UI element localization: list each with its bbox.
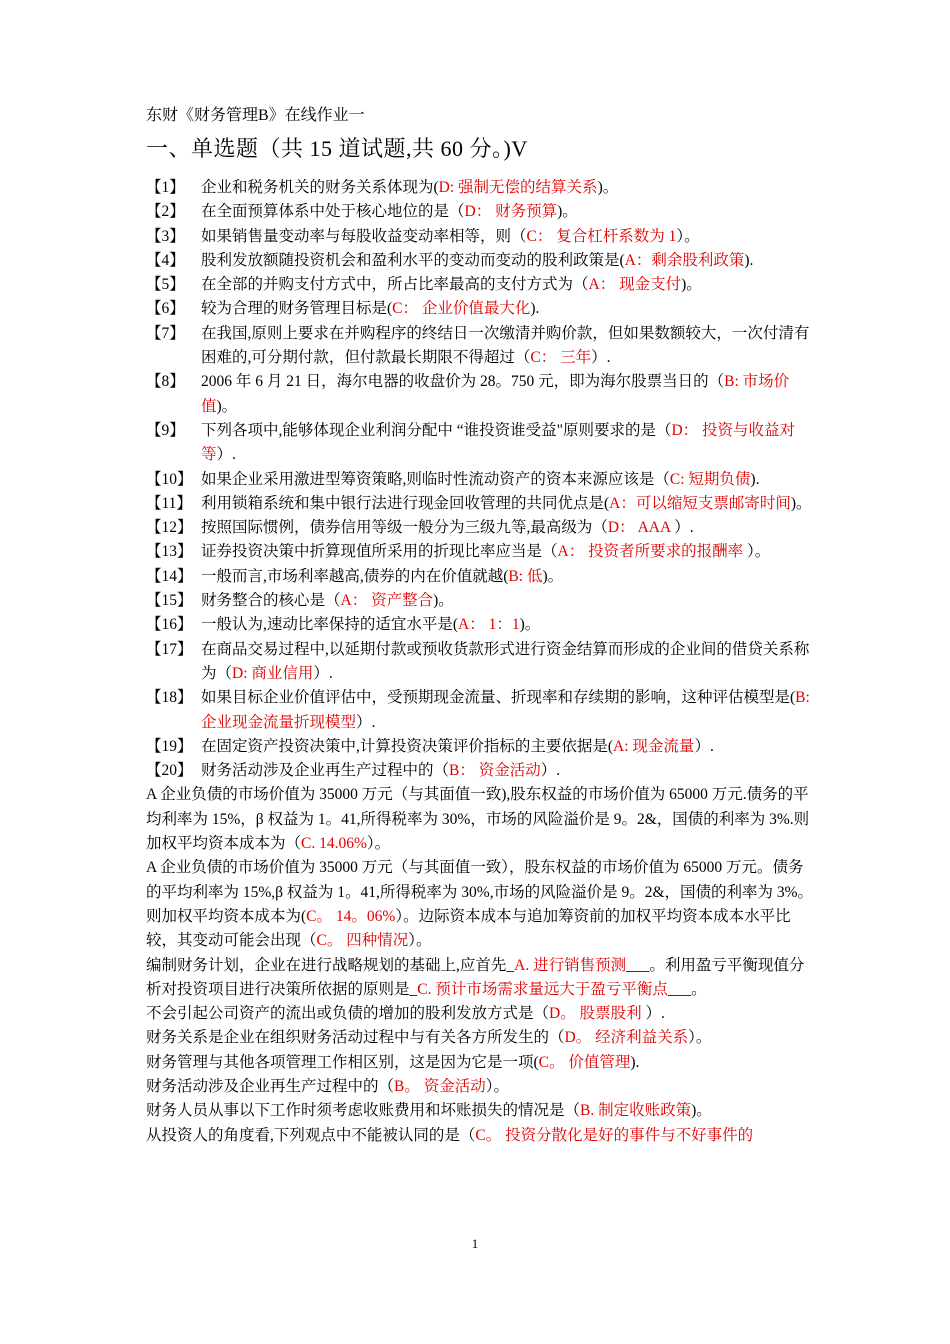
question-item <box>146 273 816 297</box>
paragraph-text: ）。 <box>688 1029 712 1047</box>
question-closing: )。 <box>597 179 619 196</box>
question-stem: 下列各项中,能够体现企业利润分配中 “谁投资谁受益"原则要求的是（ <box>201 421 672 439</box>
answer-text: C： 企业价值最大化 <box>392 300 531 318</box>
question-stem: 在我国,原则上要求在并购程序的终结日一次缴清并购价款，但如果数额较大，一次付清有困难的,可分期付款，但付款最长期限不得超过（ <box>201 324 810 367</box>
question-text <box>201 419 816 468</box>
answer-text: B： 资金活动 <box>449 762 541 780</box>
question-text <box>201 589 816 613</box>
question-stem: 按照国际惯例，债券信用等级一般分为三级九等,最高级为（ <box>201 519 608 537</box>
answer-text: B. 制定收账政策 <box>580 1102 692 1120</box>
question-closing: ）. <box>216 446 236 464</box>
question-item <box>146 565 816 589</box>
paragraph-text: A 企业负债的市场价值为 35000 万元（与其面值一致），股东权益的市场价值为 65000 万元。债务的平均利率为 15%,β 权益为 1。41,所得税率为 30%,市场的风险溢价是 9。2&，国债的利率为 3%。则加权平均资本成本为( <box>146 859 814 925</box>
page-number: 1 <box>471 1236 479 1251</box>
question-text <box>201 686 816 735</box>
question-closing: ). <box>744 251 754 269</box>
question-number: 【1】 <box>146 179 185 196</box>
paragraph-text: ）。 <box>366 835 391 853</box>
question-text <box>201 225 816 249</box>
question-closing: ). <box>750 470 760 488</box>
question-stem: 在全面预算体系中处于核心地位的是（ <box>201 203 465 221</box>
question-item <box>146 540 816 564</box>
question-paragraph <box>146 1075 816 1099</box>
answer-text: D： 财务预算 <box>464 203 558 221</box>
section-heading: 一、单选题（共 15 道试题,共 60 分。)V <box>146 136 528 161</box>
question-text <box>201 759 816 783</box>
paragraph-text: ）。 <box>408 932 432 950</box>
answer-text: C。 四种情况 <box>316 932 409 950</box>
question-number: 【3】 <box>146 227 185 245</box>
question-item <box>146 419 816 468</box>
question-stem: 如果销售量变动率与每股收益变动率相等，则（ <box>201 227 527 245</box>
question-number: 【20】 <box>146 762 193 780</box>
question-number: 【17】 <box>146 640 193 658</box>
question-item <box>146 613 816 637</box>
question-stem: 较为合理的财务管理目标是( <box>201 300 393 318</box>
question-number: 【13】 <box>146 543 193 561</box>
answer-text: D： 投资与收益对等 <box>201 421 796 464</box>
question-number: 【6】 <box>146 300 185 318</box>
question-stem: 利用锁箱系统和集中银行法进行现金回收管理的共同优点是( <box>201 494 610 512</box>
question-paragraph <box>146 1051 816 1075</box>
paragraph-text: ）。边际资本成本与追加筹资前的加权平均资本成本水平比较，其变动可能会出现（ <box>146 907 791 950</box>
question-number: 【7】 <box>146 324 185 342</box>
question-item <box>146 492 816 516</box>
answer-text: C。 14。06% <box>306 907 396 925</box>
question-closing: )。 <box>433 592 454 610</box>
answer-text: D： AAA <box>607 519 671 537</box>
paragraph-text: 不会引起公司资产的流出或负债的增加的股利发放方式是（ <box>146 1005 550 1023</box>
question-stem: 在商品交易过程中,以延期付款或预收货款形式进行资金结算而形成的企业间的借贷关系称为（ <box>201 640 810 682</box>
question-number: 【5】 <box>146 276 185 294</box>
question-closing: ）。 <box>743 543 771 561</box>
paragraph-text: 财务关系是企业在组织财务活动过程中与有关各方所发生的（ <box>146 1029 565 1047</box>
paragraph-text: ）。 <box>485 1077 509 1095</box>
question-closing: )。 <box>216 397 238 415</box>
answer-text: B: 市场价值 <box>201 373 790 415</box>
answer-text: D: 商业信用 <box>232 664 314 682</box>
question-closing: ）. <box>591 349 611 367</box>
question-closing: ）。 <box>676 227 700 245</box>
paragraph-text: 财务活动涉及企业再生产过程中的（ <box>146 1077 395 1095</box>
question-item <box>146 759 816 783</box>
question-item <box>146 200 816 224</box>
question-number: 【16】 <box>146 616 193 634</box>
question-item <box>146 516 816 540</box>
question-number: 【15】 <box>146 592 193 610</box>
question-item <box>146 322 816 371</box>
paragraph-text: 编制财务计划，企业在进行战略规划的基础上,应首先_ <box>146 956 515 974</box>
question-text <box>201 322 816 371</box>
question-text <box>201 297 816 321</box>
paragraph-text: 财务管理与其他各项管理工作相区别，这是因为它是一项( <box>146 1053 539 1071</box>
question-stem: 2006 年 6 月 21 日，海尔电器的收盘价为 28。750 元，即为海尔股票当日的（ <box>201 373 725 391</box>
answer-text: C： 三年 <box>530 349 592 367</box>
question-number: 【2】 <box>146 203 185 221</box>
question-list <box>146 176 816 1148</box>
question-stem: 财务活动涉及企业再生产过程中的（ <box>201 762 450 780</box>
question-item <box>146 468 816 492</box>
question-stem: 如果企业采用激进型筹资策略,则临时性流动资产的资本来源应该是（ <box>201 470 670 488</box>
question-text <box>201 176 816 200</box>
document-title: 东财《财务管理B》在线作业一 <box>146 107 365 124</box>
question-stem: 股利发放额随投资机会和盈利水平的变动而变动的股利政策是( <box>201 251 625 269</box>
question-stem: 一般认为,速动比率保持的适宜水平是( <box>201 616 459 634</box>
question-text <box>201 200 816 224</box>
answer-text: B: 低 <box>508 567 543 585</box>
question-text <box>201 468 816 492</box>
paragraph-text: ___。利用盈亏平衡现值分析对投资项目进行决策所依据的原则是_ <box>146 956 805 998</box>
question-number: 【18】 <box>146 689 193 707</box>
paragraph-text: )。 <box>691 1102 712 1120</box>
question-item <box>146 686 816 735</box>
answer-text: A： 资产整合 <box>340 592 434 610</box>
question-closing: )。 <box>519 616 541 634</box>
question-text <box>201 249 816 273</box>
question-closing: ）. <box>540 762 561 780</box>
answer-text: A：可以缩短支票邮寄时间 <box>609 494 791 512</box>
question-item <box>146 297 816 321</box>
question-paragraph <box>146 1124 816 1148</box>
answer-text: C. 预计市场需求量远大于盈亏平衡点 <box>417 980 668 998</box>
question-item <box>146 735 816 759</box>
answer-text: C。 投资分散化是好的事件与不好事件的 <box>475 1126 754 1144</box>
answer-text: A. 进行销售预测 <box>514 956 627 974</box>
paragraph-text: A 企业负债的市场价值为 35000 万元（与其面值一致),股东权益的市场价值为 65000 万元.债务的平均利率为 15%，β 权益为 1。41,所得税率为 30%，市场的风险溢价是 9。2&，国债的利率为 3%.则加权平均资本成本为（ <box>146 786 810 853</box>
answer-text: B: 企业现金流量折现模型 <box>201 689 810 731</box>
question-paragraph <box>146 1002 816 1026</box>
answer-text: C. 14.06% <box>301 835 367 853</box>
question-closing: ）. <box>356 713 376 731</box>
answer-text: D。 经济利益关系 <box>564 1029 689 1047</box>
question-text <box>201 370 816 419</box>
question-text <box>201 540 816 564</box>
question-text <box>201 565 816 589</box>
question-number: 【9】 <box>146 421 185 439</box>
question-item <box>146 589 816 613</box>
question-number: 【11】 <box>146 494 192 512</box>
question-number: 【19】 <box>146 737 193 755</box>
question-paragraph <box>146 1026 816 1050</box>
question-text <box>201 638 816 687</box>
question-stem: 一般而言,市场利率越高,债券的内在价值就越( <box>201 567 509 585</box>
paragraph-text: 财务人员从事以下工作时须考虑收账费用和坏账损失的情况是（ <box>146 1102 581 1120</box>
question-closing: ）. <box>694 737 714 755</box>
question-text <box>201 516 816 540</box>
question-number: 【12】 <box>146 519 193 537</box>
question-text <box>201 492 816 516</box>
question-number: 【8】 <box>146 373 185 391</box>
answer-text: C: 短期负债 <box>669 470 751 488</box>
question-paragraph <box>146 783 816 856</box>
question-item <box>146 638 816 687</box>
question-paragraph <box>146 1099 816 1123</box>
answer-text: B。 资金活动 <box>394 1077 486 1095</box>
question-item <box>146 370 816 419</box>
answer-text: A: 现金流量 <box>613 737 695 755</box>
question-item <box>146 225 816 249</box>
question-closing: ). <box>530 300 540 318</box>
question-stem: 财务整合的核心是（ <box>201 592 341 610</box>
question-number: 【4】 <box>146 251 185 269</box>
question-stem: 在全部的并购支付方式中，所占比率最高的支付方式为（ <box>201 276 589 294</box>
question-text <box>201 273 816 297</box>
answer-text: D。 股票股利 <box>549 1005 642 1023</box>
question-text <box>201 613 816 637</box>
answer-text: A： 现金支付 <box>588 276 682 294</box>
question-stem: 证券投资决策中折算现值所采用的折现比率应当是（ <box>201 543 558 561</box>
question-closing: )。 <box>542 567 564 585</box>
answer-text: C： 复合杠杆系数为 1 <box>526 227 677 245</box>
question-closing: ）. <box>670 519 694 537</box>
question-closing: )。 <box>681 276 702 294</box>
question-stem: 如果目标企业价值评估中，受预期现金流量、折现率和存续期的影响，这种评估模型是( <box>201 689 796 707</box>
answer-text: D: 强制无偿的结算关系 <box>438 179 598 196</box>
paragraph-text: ）. <box>641 1005 665 1023</box>
paragraph-text: 从投资人的角度看,下列观点中不能被认同的是（ <box>146 1126 476 1144</box>
question-closing: )。 <box>790 494 812 512</box>
answer-text: A： 投资者所要求的报酬率 <box>557 543 744 561</box>
question-paragraph <box>146 856 816 953</box>
answer-text: A：剩余股利政策 <box>624 251 745 269</box>
answer-text: C。 价值管理 <box>538 1053 631 1071</box>
paragraph-text: ___。 <box>667 980 707 998</box>
question-item <box>146 176 816 200</box>
question-text <box>201 735 816 759</box>
question-closing: )。 <box>557 203 578 221</box>
answer-text: A： 1：1 <box>458 616 520 634</box>
question-paragraph <box>146 954 816 1003</box>
question-closing: ）. <box>313 664 333 682</box>
question-number: 【14】 <box>146 567 193 585</box>
question-stem: 在固定资产投资决策中,计算投资决策评价指标的主要依据是( <box>201 737 614 755</box>
question-stem: 企业和税务机关的财务关系体现为( <box>201 179 439 196</box>
question-item <box>146 249 816 273</box>
paragraph-text: ). <box>630 1053 640 1071</box>
question-number: 【10】 <box>146 470 193 488</box>
